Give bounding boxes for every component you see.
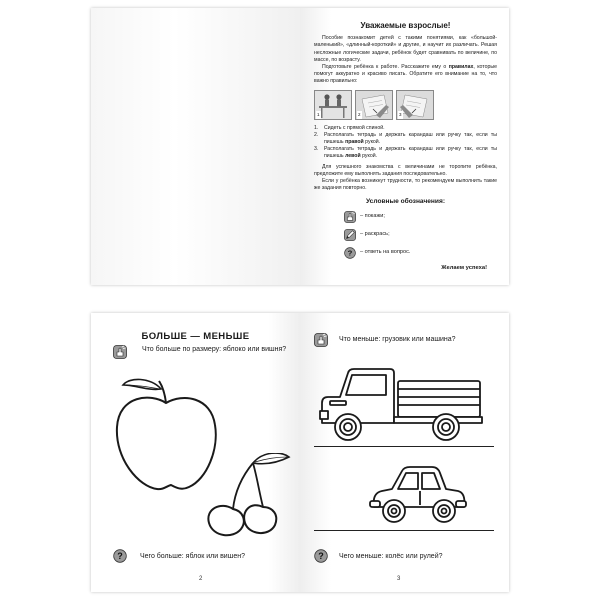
posture-photo-3 — [396, 90, 434, 120]
intro-paragraph-3: Для успешного знакомства с величинами не торопите ребёнка, предложите ему выполнять задания последовательно. — [314, 163, 497, 177]
posture-photo-1 — [314, 90, 352, 120]
car-drawing — [368, 463, 468, 525]
page-2 — [91, 313, 300, 592]
pencil-icon — [344, 229, 356, 241]
svg-text:?: ? — [117, 551, 123, 562]
intro-paragraph-2: Подготовьте ребёнка к работе. Расскажите ему о правилах, которые помогут аккуратно и красиво писать. Обратите его внимание на то, что важно правильно: — [314, 64, 498, 85]
intro-paragraph-1: Пособие познакомит детей с такими понятиями, как «большой-маленький», «длинный-короткий» и другие, и научит их различать. Решая несложные логические задачи, ребёнок будет сравнивать по величине, по массе, по возрасту. — [314, 35, 497, 63]
photo-number: 3 — [399, 112, 402, 118]
legend-row-show — [344, 211, 497, 223]
question-text: Чего больше: яблок или вишен? — [140, 553, 245, 560]
intro-page — [300, 8, 509, 285]
question-count — [113, 549, 288, 563]
posture-photo-2 — [355, 90, 393, 120]
question-size — [314, 333, 499, 347]
cherries-drawing — [203, 453, 293, 543]
legend-label: – ответь на вопрос. — [360, 249, 411, 256]
hand-pointing-icon — [113, 345, 127, 359]
baseline-divider — [314, 446, 494, 447]
blank-page — [91, 8, 300, 285]
legend-row-color — [344, 229, 497, 241]
posture-photos — [314, 90, 497, 120]
question-text: Что меньше: грузовик или машина? — [339, 336, 456, 343]
posture-steps — [314, 125, 497, 161]
question-icon — [344, 247, 356, 259]
question-text: Чего меньше: колёс или рулей? — [339, 553, 443, 560]
question-count — [314, 549, 499, 563]
legend-row-answer — [344, 247, 497, 259]
question-text: Что больше по размеру: яблоко или вишня? — [142, 346, 287, 353]
top-spread — [91, 8, 509, 285]
hand-pointing-icon — [344, 211, 356, 223]
intro-paragraph-4: Если у ребёнка возникнут трудности, то рекомендуем выполнить такие же задания повторно. — [314, 178, 497, 192]
legend-label: – покажи; — [360, 213, 385, 220]
question-icon — [314, 549, 328, 563]
photo-number: 2 — [358, 112, 361, 118]
legend-title: Условные обозначения: — [365, 198, 446, 206]
wish-text: Желаем успеха! — [441, 264, 487, 271]
photo-number: 1 — [317, 112, 320, 118]
truck-drawing — [318, 363, 488, 443]
question-size — [113, 345, 288, 359]
list-item: 3. Располагать тетрадь и держать карандаш или ручку так, если ты пишешь левой рукой. — [314, 146, 497, 160]
page-3 — [300, 313, 509, 592]
list-item: 2. Располагать тетрадь и держать карандаш или ручку так, если ты пишешь правой рукой. — [314, 131, 497, 146]
svg-text:?: ? — [318, 551, 324, 562]
baseline-divider — [314, 530, 494, 531]
page-number: 2 — [199, 576, 203, 582]
hand-pointing-icon — [314, 333, 328, 347]
question-icon — [113, 549, 127, 563]
svg-text:?: ? — [347, 248, 353, 258]
page-number: 3 — [397, 576, 401, 582]
legend-label: – раскрась; — [360, 231, 390, 238]
bottom-spread — [91, 313, 509, 592]
intro-title: Уважаемые взрослые! — [360, 21, 451, 30]
page-title: БОЛЬШЕ — МЕНЬШЕ — [141, 331, 250, 342]
list-item: 1. Сидеть с прямой спиной. — [314, 124, 385, 131]
